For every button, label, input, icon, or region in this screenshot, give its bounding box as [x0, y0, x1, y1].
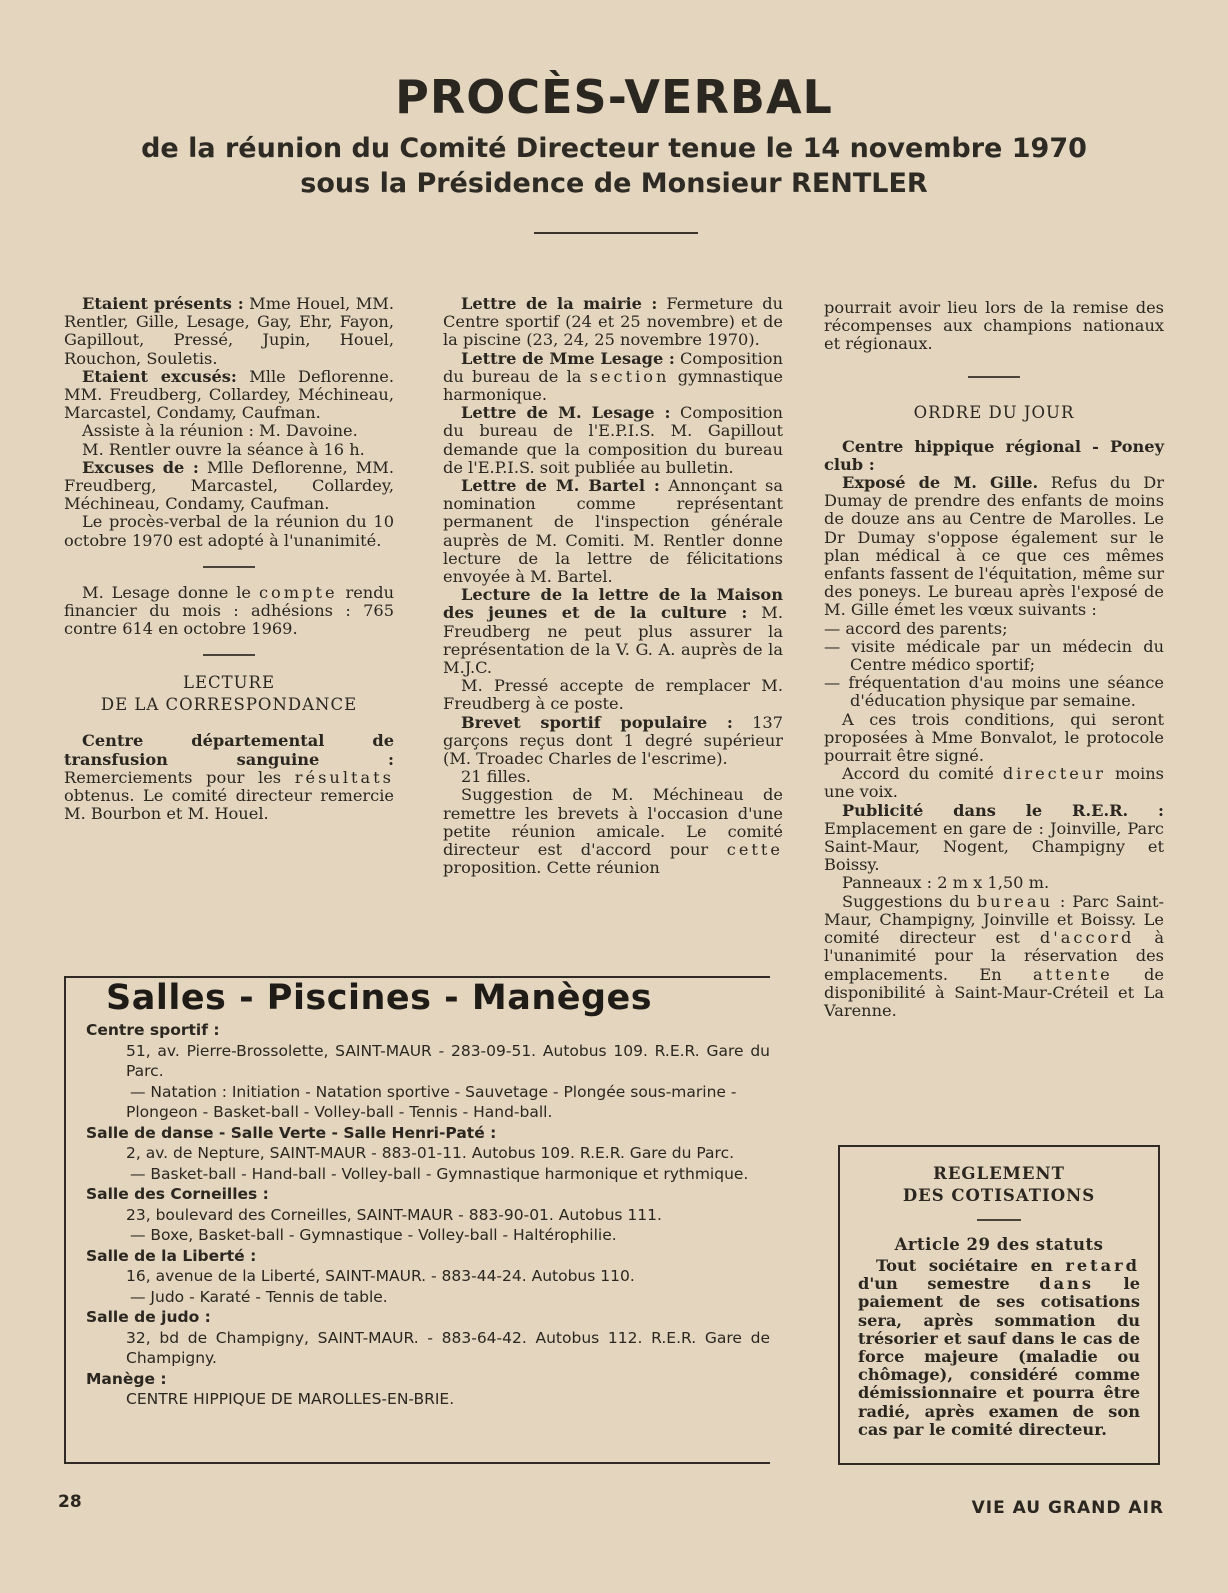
reglement-text-b: retard [1065, 1256, 1140, 1275]
publicite-label: Publicité dans le R.E.R. : [842, 800, 1164, 820]
mjc-paragraph [443, 586, 783, 677]
conditions-paragraph: A ces trois conditions, qui seront proposées à Mme Bonvalot, le protocole pourrait être signé. [824, 709, 1164, 766]
sugg-text-d: d'accord [1039, 928, 1135, 948]
expose-text: Refus du Dr Dumay de prendre des enfants de moins de douze ans au Centre de Marolles. Le Dr Dumay s'oppose également sur le plan médical à ce que ces mêmes enfants fassent de l'équitation, même sur des poneys. Le bureau après l'exposé de M. Gille émet les vœux suivants : [824, 473, 1164, 620]
voeu-item: — fréquentation d'au moins une séance d'éducation physique par semaine. [824, 673, 1164, 711]
liberte-heading: Salle de la Liberté : [86, 1246, 257, 1265]
liberte-activities: — Judo - Karaté - Tennis de table. [130, 1287, 388, 1306]
lesage-text-b: compte [258, 582, 338, 602]
mairie-label: Lettre de la mairie : [461, 294, 658, 313]
sugg-text-b: bureau [976, 891, 1053, 911]
publicite-text: Emplacement en gare de : Joinville, Parc Saint-Maur, Nogent, Champigny et Boissy. [824, 818, 1164, 875]
voeu-item: — accord des parents; [824, 618, 1008, 638]
salles-title: Salles - Piscines - Manèges [106, 978, 653, 1018]
suggestion-text-b: cette [726, 840, 783, 860]
lecture-heading-2: DE LA CORRESPONDANCE [100, 695, 358, 715]
section-divider [203, 566, 255, 568]
corneilles-activities: — Boxe, Basket-ball - Gymnastique - Volley-ball - Haltérophilie. [130, 1226, 617, 1244]
manege-heading: Manège : [86, 1369, 167, 1388]
continuation-paragraph: pourrait avoir lieu lors de la remise des récompenses aux champions nationaux et régionaux. [824, 298, 1164, 354]
sugg-text-g: de disponibilité à Saint-Maur-Créteil et La Varenne. [824, 964, 1164, 1020]
presse-paragraph: M. Pressé accepte de remplacer M. Freudberg à ce poste. [443, 676, 783, 714]
column-3 [824, 299, 1164, 1020]
m-lesage-text: Composition du bureau de l'E.P.I.S. M. Gapillout demande que la composition du bureau de l'E.P.I.S. soit publiée au bulletin. [443, 403, 783, 477]
brevet-paragraph [443, 714, 783, 769]
reglement-article: Article 29 des statuts [894, 1235, 1104, 1254]
salles-box [64, 976, 770, 1464]
excuses2-text: Mlle Deflorenne, MM. Freudberg, Marcastel, Collardey, Méchineau, Condamy, Caufman. [64, 457, 394, 514]
sugg-text-c: : Parc Saint-Maur, Champigny, Joinville et Boissy. Le comité directeur est [824, 891, 1164, 948]
m-lesage-paragraph [443, 404, 783, 477]
bartel-text: Annonçant sa nomination comme représentant permanent de l'inspection générale auprès de M. Comiti. M. Rentler donne lecture de la lettre de félicitations envoyée à M. Bartel. [443, 476, 783, 587]
voeu-item: — visite médicale par un médecin du Centre médico sportif; [824, 636, 1164, 675]
suggestion-paragraph [443, 786, 783, 877]
suggestion-text-c: proposition. Cette réunion [443, 858, 660, 878]
filles-paragraph: 21 filles. [461, 767, 531, 787]
bartel-label: Lettre de M. Bartel : [461, 476, 660, 496]
transfusion-label: Centre départemental de transfusion sanguine : [64, 731, 394, 769]
lecture-heading-1: LECTURE [182, 673, 275, 693]
presents-label: Etaient présents : [82, 294, 244, 313]
ouvre-paragraph: M. Rentler ouvre la séance à 16 h. [82, 439, 365, 459]
page-title: PROCÈS-VERBAL [395, 70, 833, 124]
reglement-box [838, 1145, 1160, 1465]
judo-address: 32, bd de Champigny, SAINT-MAUR. - 883-64-42. Autobus 112. R.E.R. Gare de Champigny. [126, 1328, 770, 1367]
sugg-text-a: Suggestions du [842, 891, 977, 911]
mjc-label: Lecture de la lettre de la Maison des jeunes et de la culture : [443, 585, 783, 623]
centre-sportif-heading: Centre sportif : [86, 1021, 220, 1039]
page-number: 28 [58, 1492, 82, 1512]
transfusion-text-b: résultats [294, 767, 394, 787]
lesage-text-a: M. Lesage donne le [82, 582, 259, 602]
hippique-label: Centre hippique régional - Poney club : [824, 436, 1164, 474]
page-subtitle-line2: sous la Présidence de Monsieur RENTLER [300, 168, 928, 199]
centre-sportif-activities: — Natation : Initiation - Natation sportive - Sauvetage - Plongée sous-marine - Plongeon - Basket-ball - Volley-ball - Tennis - Hand-ball. [126, 1082, 737, 1121]
liberte-address: 16, avenue de la Liberté, SAINT-MAUR. - 883-44-24. Autobus 110. [126, 1267, 635, 1285]
excuses-paragraph [64, 368, 394, 423]
title-divider [534, 232, 698, 234]
accord-paragraph [824, 765, 1164, 801]
sugg-text-e: à l'unanimité pour la réservation des emplacements. En [824, 928, 1164, 984]
mme-lesage-text-b: section [589, 366, 670, 386]
column-1 [64, 295, 394, 823]
presents-text: Mme Houel, MM. Rentler, Gille, Lesage, Gay, Ehr, Fayon, Gapillout, Pressé, Jupin, Houel, Rouchon, Souletis. [64, 294, 395, 368]
publicite-paragraph [824, 802, 1164, 875]
page-subtitle-line1: de la réunion du Comité Directeur tenue le 14 novembre 1970 [141, 133, 1087, 164]
reglement-text-d: dans [1039, 1274, 1094, 1294]
reglement-text-c: d'un semestre [858, 1274, 1040, 1294]
mairie-paragraph [443, 295, 783, 350]
danse-address: 2, av. de Nepture, SAINT-MAUR - 883-01-11. Autobus 109. R.E.R. Gare du Parc. [126, 1144, 735, 1162]
panneaux-paragraph: Panneaux : 2 m x 1,50 m. [842, 873, 1050, 893]
corneilles-address: 23, boulevard des Corneilles, SAINT-MAUR - 883-90-01. Autobus 111. [126, 1205, 662, 1224]
excuses2-paragraph [64, 459, 394, 514]
reglement-title-2: DES COTISATIONS [902, 1186, 1096, 1205]
accord-text-b: directeur [1002, 764, 1106, 784]
excuses2-label: Excuses de : [82, 457, 199, 477]
m-lesage-label: Lettre de M. Lesage : [461, 403, 671, 423]
excuses-label: Etaient excusés: [82, 366, 237, 386]
reglement-title-1: REGLEMENT [933, 1164, 1065, 1183]
brevet-text: 137 garçons reçus dont 1 degré supérieur (M. Troadec Charles de l'escrime). [443, 712, 783, 769]
accord-text-a: Accord du comité [842, 764, 1003, 784]
expose-label: Exposé de M. Gille. [842, 473, 1039, 493]
column-2 [443, 295, 783, 878]
mme-lesage-paragraph [443, 350, 783, 405]
section-divider [203, 654, 255, 656]
transfusion-text-c: obtenus. Le comité directeur remercie M. Bourbon et M. Houel. [64, 786, 394, 824]
pv-paragraph: Le procès-verbal de la réunion du 10 octobre 1970 est adopté à l'unanimité. [64, 512, 394, 550]
danse-heading: Salle de danse - Salle Verte - Salle Henri-Paté : [86, 1123, 497, 1142]
reglement-divider [977, 1219, 1021, 1221]
mjc-text: M. Freudberg ne peut plus assurer la représentation de la V. G. A. auprès de la M.J.C. [443, 603, 783, 678]
accord-text-c: moins une voix. [824, 764, 1164, 802]
ordre-du-jour-heading: ORDRE DU JOUR [913, 402, 1075, 422]
suggestion-text-a: Suggestion de M. Méchineau de remettre les brevets à l'occasion d'une petite réunion amicale. Le comité directeur est d'accord pour [443, 785, 783, 860]
lesage-paragraph [64, 584, 394, 639]
reglement-text-a: Tout sociétaire en [876, 1256, 1066, 1275]
mme-lesage-text-a: Composition du bureau de la [443, 348, 783, 386]
reglement-text [858, 1257, 1140, 1439]
hippique-paragraph [824, 438, 1164, 474]
corneilles-heading: Salle des Corneilles : [86, 1185, 269, 1203]
danse-activities: — Basket-ball - Hand-ball - Volley-ball - Gymnastique harmonique et rythmique. [130, 1164, 749, 1183]
excuses-text: Mlle Deflorenne. MM. Freudberg, Collardey, Méchineau, Marcastel, Condamy, Caufman. [64, 366, 394, 423]
mme-lesage-label: Lettre de Mme Lesage : [461, 348, 675, 368]
centre-sportif-address: 51, av. Pierre-Brossolette, SAINT-MAUR - 283-09-51. Autobus 109. R.E.R. Gare du Parc. [126, 1041, 770, 1080]
judo-heading: Salle de judo : [86, 1308, 211, 1326]
reglement-text-e: le paiement de ses cotisations sera, après sommation du trésorier et sauf dans le cas de force majeure (maladie ou chômage), considéré comme démissionnaire et pourra être radié, après examen de son cas par le comité directeur. [858, 1274, 1140, 1439]
presents-paragraph [64, 295, 394, 368]
magazine-name: VIE AU GRAND AIR [971, 1498, 1164, 1518]
sugg-text-f: attente [1032, 964, 1113, 984]
suggestions-paragraph [824, 893, 1164, 1020]
section-divider [968, 376, 1020, 378]
mairie-text: Fermeture du Centre sportif (24 et 25 novembre) et de la piscine (23, 24, 25 novembre 1970). [443, 294, 783, 350]
expose-paragraph [824, 474, 1164, 620]
manege-address: CENTRE HIPPIQUE DE MAROLLES-EN-BRIE. [126, 1390, 455, 1408]
bartel-paragraph [443, 477, 783, 586]
transfusion-paragraph [64, 732, 394, 823]
assiste-paragraph: Assiste à la réunion : M. Davoine. [82, 421, 358, 441]
lesage-text-c: rendu financier du mois : adhésions : 765 contre 614 en octobre 1969. [64, 582, 394, 639]
transfusion-text-a: Remerciements pour les [64, 767, 295, 787]
brevet-label: Brevet sportif populaire : [461, 712, 733, 732]
mme-lesage-text-c: gymnastique harmonique. [443, 366, 784, 405]
